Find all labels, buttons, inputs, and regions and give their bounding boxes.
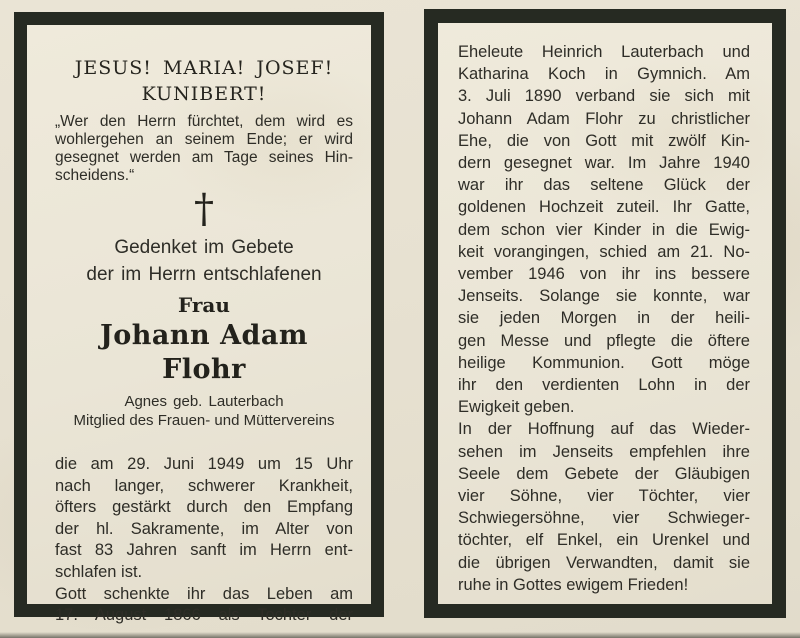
text-line: sehen im Jenseits empfehlen ihre (458, 442, 750, 461)
cross-icon: † (194, 186, 214, 232)
text-line: der hl. Sakramente, im Alter von (55, 519, 353, 538)
text-line: Katharina Koch in Gymnich. Am (458, 65, 750, 84)
birth-notice-paragraph (55, 584, 353, 627)
text-line: scheidens.“ (55, 167, 135, 184)
text-line: „Wer den Herrn fürchtet, dem wird es (55, 113, 353, 130)
memorial-intro (55, 234, 353, 288)
text-line: 3. Juli 1890 verband sie sich mit (458, 87, 750, 106)
text-line: ruhe in Gottes ewigem Frieden! (458, 575, 689, 594)
text-line: die übrigen Verwandten, damit sie (458, 553, 750, 572)
memorial-intro-line-1: Gedenket im Gebete (114, 237, 294, 258)
text-line: Jenseits. Solange sie konnte, war (458, 287, 750, 306)
text-line: gesegnet werden am Tage seines Hin- (55, 149, 353, 166)
text-line: goldenen Hochzeit zuteil. Ihr Gatte, (458, 198, 750, 217)
text-line: sie jeden Morgen in der heili- (458, 309, 750, 328)
text-line: In der Hoffnung auf das Wieder- (458, 420, 750, 439)
maiden-name: Agnes geb. Lauterbach (124, 393, 284, 410)
text-line: Ehe, die von Gott mit zwölf Kin- (458, 131, 750, 150)
text-line: vier Söhne, vier Töchter, vier (458, 487, 750, 506)
text-line: ihr den verdienten Lohn in der (458, 376, 750, 395)
left-page (14, 12, 384, 625)
text-line: dern gesegnet war. Im Jahre 1940 (458, 154, 750, 173)
text-line: war ihr das seltene Glück der (458, 176, 750, 195)
membership-note: Mitglied des Frauen- und Müttervereins (73, 412, 335, 429)
text-line: Ewigkeit geben. (458, 398, 575, 417)
right-page (424, 9, 786, 618)
text-line: Johann Adam Flohr zu christlicher (458, 109, 750, 128)
scripture-quote (55, 113, 353, 185)
text-line: Eheleute Heinrich Lauterbach und (458, 43, 750, 61)
text-line: gen Messe und pflegte die öftere (458, 331, 750, 350)
text-line: Seele dem Gebete der Gläubigen (458, 464, 750, 483)
text-line: dem schon vier Kinder in die Ewig- (458, 220, 750, 239)
invocation-line-1: JESUS! MARIA! JOSEF! (74, 57, 334, 79)
memorial-intro-line-2: der im Herrn entschlafenen (86, 264, 322, 285)
text-line: vember 1946 von ihr ins bessere (458, 265, 750, 284)
text-line: Schwiegersöhne, vier Schwieger- (458, 509, 750, 528)
text-line: wohlergehen an seinem Ende; er wird (55, 131, 353, 148)
text-line: nach langer, schwerer Krankheit, (55, 476, 353, 495)
text-line: 17. August 1866 als Tochter der (55, 606, 353, 625)
text-line: fast 83 Jahren sanft im Herrn ent- (55, 541, 353, 560)
text-line: töchter, elf Enkel, ein Urenkel und (458, 531, 750, 550)
text-line: schlafen ist. (55, 562, 143, 581)
text-line: Gott schenkte ihr das Leben am (55, 584, 353, 603)
text-line: keit vorangingen, schied am 21. No- (458, 242, 750, 261)
honorific-title: Frau (178, 293, 230, 317)
deceased-name: Johann Adam Flohr (100, 320, 308, 385)
text-line: öfters gestärkt durch den Empfang (55, 498, 353, 517)
invocation (55, 55, 353, 107)
obituary-paragraph-1 (458, 41, 750, 418)
death-notice-paragraph (55, 454, 353, 584)
text-line: heilige Kommunion. Gott möge (458, 353, 750, 372)
text-line: die am 29. Juni 1949 um 15 Uhr (55, 455, 353, 473)
obituary-paragraph-2 (458, 418, 750, 596)
invocation-line-2: KUNIBERT! (141, 83, 267, 105)
